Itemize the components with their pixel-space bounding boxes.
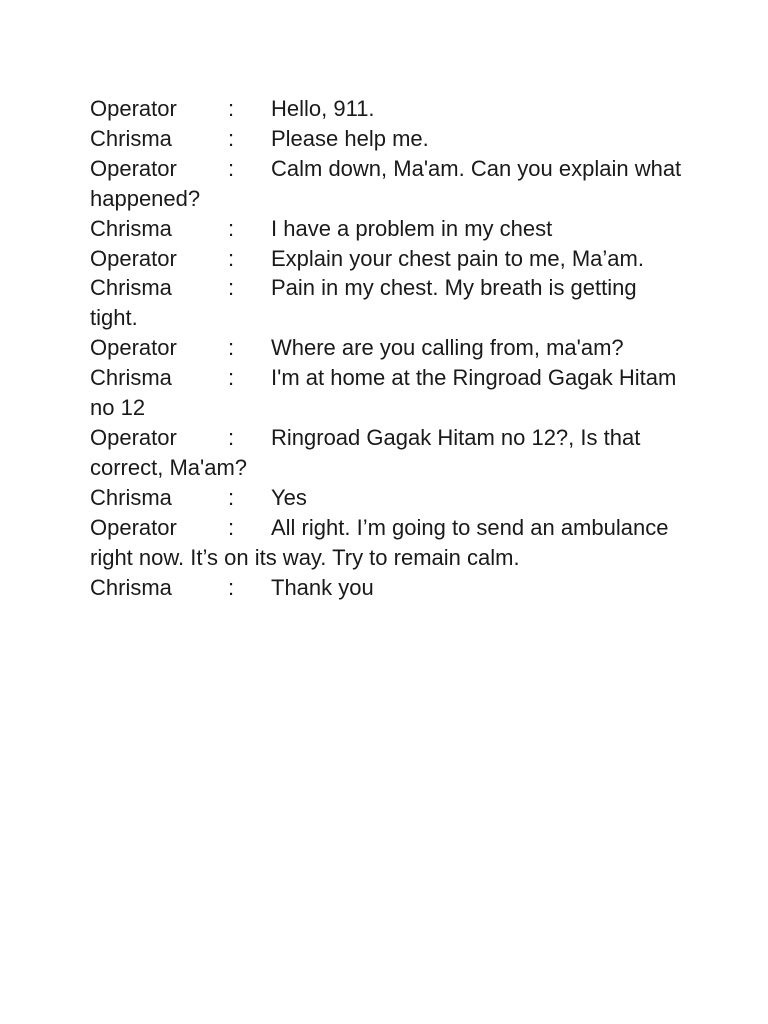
- dialogue-entry: [90, 124, 690, 154]
- utterance-text: Ringroad Gagak Hitam no 12?, Is that: [271, 424, 641, 450]
- dialogue-entry: [90, 214, 690, 244]
- dialogue-line: [90, 513, 690, 543]
- utterance-text: I'm at home at the Ringroad Gagak Hitam: [271, 365, 677, 391]
- speaker-separator: :: [228, 335, 235, 361]
- speaker-name: Chrisma: [90, 215, 172, 241]
- dialogue-entry: [90, 244, 690, 274]
- speaker-name: Chrisma: [90, 275, 172, 301]
- speaker-separator: :: [228, 365, 235, 391]
- speaker-name: Operator: [90, 424, 177, 450]
- dialogue-line: [90, 363, 690, 393]
- utterance-text: Pain in my chest. My breath is getting: [271, 275, 637, 301]
- dialogue-line: [90, 573, 690, 603]
- utterance-text: Calm down, Ma'am. Can you explain what: [271, 155, 682, 181]
- speaker-name: Chrisma: [90, 365, 172, 391]
- speaker-name: Chrisma: [90, 125, 172, 151]
- speaker-name: Operator: [90, 335, 177, 361]
- dialogue-line: [90, 124, 690, 154]
- speaker-name: Operator: [90, 155, 177, 181]
- dialogue-entry: [90, 513, 690, 573]
- dialogue-line: [90, 423, 690, 453]
- dialogue-document: [90, 94, 690, 602]
- speaker-separator: :: [228, 96, 235, 121]
- speaker-separator: :: [228, 215, 235, 241]
- utterance-continuation: tight.: [90, 305, 138, 331]
- dialogue-line: [90, 244, 690, 274]
- dialogue-entry: [90, 423, 690, 483]
- utterance-continuation: no 12: [90, 395, 146, 421]
- speaker-name: Operator: [90, 514, 177, 540]
- utterance-text: Thank you: [271, 574, 374, 600]
- utterance-text: Explain your chest pain to me, Ma’am.: [271, 245, 644, 271]
- dialogue-line: [90, 214, 690, 244]
- utterance-continuation: right now. It’s on its way. Try to remain calm.: [90, 544, 520, 570]
- speaker-name: Chrisma: [90, 574, 172, 600]
- speaker-name: Operator: [90, 96, 177, 121]
- speaker-separator: :: [228, 275, 235, 301]
- dialogue-entry: [90, 273, 690, 333]
- dialogue-entry: [90, 333, 690, 363]
- speaker-name: Chrisma: [90, 484, 172, 510]
- utterance-text: All right. I’m going to send an ambulance: [271, 514, 669, 540]
- speaker-separator: :: [228, 484, 235, 510]
- dialogue-entry: [90, 154, 690, 214]
- speaker-separator: :: [228, 155, 235, 181]
- utterance-continuation: correct, Ma'am?: [90, 454, 248, 480]
- dialogue-line: [90, 94, 690, 124]
- dialogue-entry: [90, 94, 690, 124]
- utterance-text: Where are you calling from, ma'am?: [271, 335, 624, 361]
- utterance-text: Hello, 911.: [271, 96, 375, 121]
- speaker-name: Operator: [90, 245, 177, 271]
- dialogue-entry: [90, 573, 690, 603]
- speaker-separator: :: [228, 125, 235, 151]
- dialogue-line: [90, 333, 690, 363]
- speaker-separator: :: [228, 245, 235, 271]
- utterance-text: I have a problem in my chest: [271, 215, 553, 241]
- dialogue-entry: [90, 363, 690, 423]
- dialogue-line: [90, 154, 690, 184]
- speaker-separator: :: [228, 574, 235, 600]
- utterance-text: Please help me.: [271, 125, 429, 151]
- utterance-text: Yes: [271, 484, 307, 510]
- speaker-separator: :: [228, 514, 235, 540]
- dialogue-line: [90, 273, 690, 303]
- dialogue-entry: [90, 483, 690, 513]
- utterance-continuation: happened?: [90, 185, 201, 211]
- dialogue-line: [90, 483, 690, 513]
- speaker-separator: :: [228, 424, 235, 450]
